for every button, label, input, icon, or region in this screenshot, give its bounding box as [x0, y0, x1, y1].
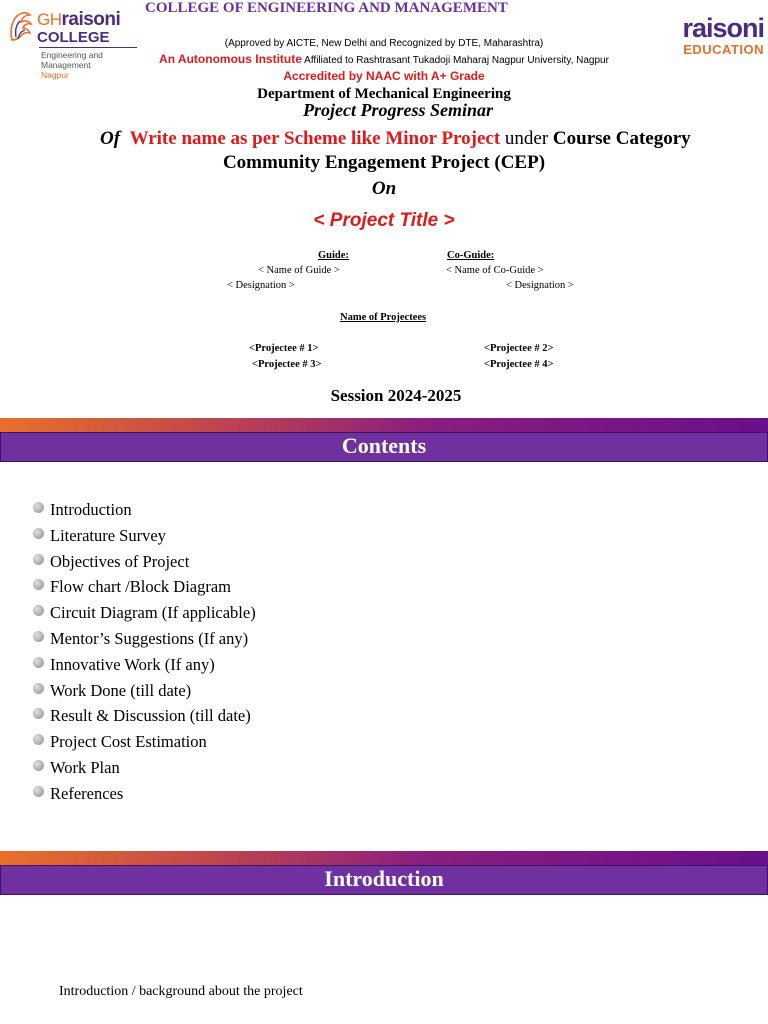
list-item: Work Plan [33, 755, 256, 781]
bullet-icon [33, 708, 44, 719]
list-item: Introduction [33, 497, 256, 523]
bullet-icon [33, 554, 44, 565]
bullet-icon [33, 605, 44, 616]
coguide-label: Co-Guide: [447, 250, 495, 261]
bullet-icon [33, 657, 44, 668]
bullet-icon [33, 502, 44, 513]
contents-title: Contents [0, 432, 768, 462]
college-name: COLLEGE OF ENGINEERING AND MANAGEMENT [145, 0, 508, 16]
approval-line: (Approved by AICTE, New Delhi and Recognized by DTE, Maharashtra) [224, 38, 544, 49]
projectee-2: <Projectee # 2> [484, 343, 554, 354]
projectee-4: <Projectee # 4> [484, 359, 554, 370]
affiliated-label: Affiliated to Rashtrasant Tukadoji Maharaj Nagpur University, Nagpur [301, 55, 609, 66]
list-item: Circuit Diagram (If applicable) [33, 600, 256, 626]
bullet-icon [33, 631, 44, 642]
guide-designation: < Designation > [227, 280, 295, 291]
department-name: Department of Mechanical Engineering [257, 86, 511, 102]
accreditation-line: Accredited by NAAC with A+ Grade [283, 69, 485, 83]
list-item: Mentor’s Suggestions (If any) [33, 626, 256, 652]
list-item: Objectives of Project [33, 549, 256, 575]
projectee-1: <Projectee # 1> [249, 343, 319, 354]
bullet-icon [33, 734, 44, 745]
logo-raisoni: raisoni [61, 9, 121, 30]
autonomous-label: An Autonomous Institute [159, 52, 302, 66]
coguide-designation: < Designation > [506, 280, 574, 291]
introduction-text: Introduction / background about the project [59, 984, 303, 999]
projectee-3: <Projectee # 3> [252, 359, 322, 370]
list-item: Project Cost Estimation [33, 729, 256, 755]
introduction-title: Introduction [0, 865, 768, 895]
of-label: Of [100, 128, 121, 149]
bullet-icon [33, 579, 44, 590]
introduction-gradient-band [0, 851, 768, 865]
bullet-icon [33, 528, 44, 539]
list-item: Literature Survey [33, 523, 256, 549]
logo-city: Nagpur [41, 70, 69, 80]
guide-name: < Name of Guide > [258, 265, 340, 276]
cep-line: Community Engagement Project (CEP) [222, 152, 546, 173]
list-item: References [33, 781, 256, 807]
logo-college: COLLEGE [37, 29, 110, 46]
bullet-icon [33, 786, 44, 797]
session-label: Session 2024-2025 [330, 386, 462, 405]
logo-right-raisoni: raisoni [682, 13, 764, 43]
course-category: Course Category [552, 128, 691, 149]
contents-gradient-band [0, 418, 768, 432]
on-label: On [371, 178, 397, 199]
affiliation-line [0, 52, 768, 66]
project-title: < Project Title > [313, 210, 455, 231]
logo-sub-2: Management [41, 60, 91, 70]
contents-list [33, 497, 256, 807]
guide-label: Guide: [318, 250, 349, 261]
logo-sub-1: Engineering and [41, 50, 103, 60]
projectees-label: Name of Projectees [340, 312, 427, 323]
bullet-icon [33, 683, 44, 694]
list-item: Work Done (till date) [33, 678, 256, 704]
list-item: Innovative Work (If any) [33, 652, 256, 678]
coguide-name: < Name of Co-Guide > [446, 265, 544, 276]
logo-gh: GH [37, 10, 62, 29]
under-label: under [504, 128, 549, 149]
seminar-title: Project Progress Seminar [302, 100, 493, 120]
list-item: Result & Discussion (till date) [33, 703, 256, 729]
scheme-line [100, 128, 691, 150]
scheme-name: Write name as per Scheme like Minor Project [129, 128, 501, 149]
list-item: Flow chart /Block Diagram [33, 574, 256, 600]
logo-right-education: EDUCATION [683, 42, 764, 57]
bullet-icon [33, 760, 44, 771]
